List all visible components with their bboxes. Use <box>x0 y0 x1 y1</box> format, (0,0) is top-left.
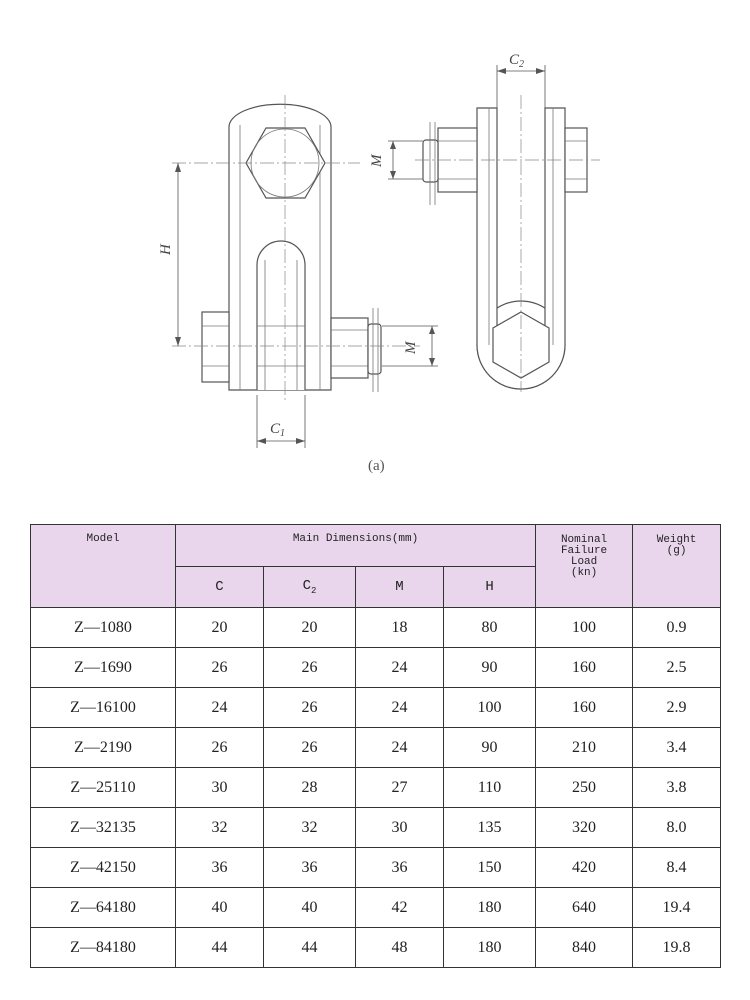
table-row <box>31 688 721 728</box>
table-row <box>31 808 721 848</box>
cell-c2: 26 <box>264 688 356 728</box>
cell-m: 24 <box>356 648 444 688</box>
cell-load: 210 <box>536 728 633 768</box>
header-main-dimensions: Main Dimensions(mm) <box>176 525 536 567</box>
cell-m: 24 <box>356 688 444 728</box>
front-slot <box>257 241 305 390</box>
header-model: Model <box>31 525 176 608</box>
cell-c: 20 <box>176 608 264 648</box>
front-bolt-left <box>202 312 229 382</box>
cell-model: Z—16100 <box>31 688 176 728</box>
label-m-front: M <box>403 341 419 354</box>
table-row <box>31 768 721 808</box>
cell-load: 840 <box>536 928 633 968</box>
figure-caption: (a) <box>368 458 385 474</box>
cell-c2: 32 <box>264 808 356 848</box>
label-m-side: M <box>369 154 385 167</box>
cell-h: 90 <box>444 648 536 688</box>
cell-model: Z—64180 <box>31 888 176 928</box>
cell-load: 160 <box>536 648 633 688</box>
header-m: M <box>356 567 444 608</box>
cell-c: 24 <box>176 688 264 728</box>
cell-weight: 8.0 <box>633 808 721 848</box>
cell-weight: 3.4 <box>633 728 721 768</box>
cell-h: 90 <box>444 728 536 768</box>
cell-h: 80 <box>444 608 536 648</box>
label-h: H <box>158 244 174 255</box>
table-row <box>31 648 721 688</box>
cell-m: 36 <box>356 848 444 888</box>
header-h: H <box>444 567 536 608</box>
cell-m: 48 <box>356 928 444 968</box>
cell-c2: 26 <box>264 728 356 768</box>
cell-h: 135 <box>444 808 536 848</box>
side-view <box>388 65 600 392</box>
header-nominal-failure-load: Nominal Failure Load (kn) <box>536 525 633 608</box>
cell-weight: 19.4 <box>633 888 721 928</box>
cell-c: 30 <box>176 768 264 808</box>
cell-c2: 36 <box>264 848 356 888</box>
cell-c: 40 <box>176 888 264 928</box>
cell-c2: 28 <box>264 768 356 808</box>
cell-h: 150 <box>444 848 536 888</box>
spec-table <box>30 524 721 968</box>
table-row <box>31 848 721 888</box>
cell-weight: 3.8 <box>633 768 721 808</box>
cell-c2: 26 <box>264 648 356 688</box>
side-bolt-tip <box>423 140 438 182</box>
header-weight: Weight (g) <box>633 525 721 608</box>
table-row <box>31 888 721 928</box>
cell-model: Z—1690 <box>31 648 176 688</box>
cell-h: 180 <box>444 888 536 928</box>
cell-c2: 40 <box>264 888 356 928</box>
cell-h: 110 <box>444 768 536 808</box>
cell-model: Z—32135 <box>31 808 176 848</box>
cell-load: 160 <box>536 688 633 728</box>
cell-m: 30 <box>356 808 444 848</box>
cell-model: Z—25110 <box>31 768 176 808</box>
cell-c: 36 <box>176 848 264 888</box>
cell-load: 320 <box>536 808 633 848</box>
header-c2: $C_2$ <box>264 567 356 608</box>
cell-model: Z—42150 <box>31 848 176 888</box>
cell-c: 32 <box>176 808 264 848</box>
cell-weight: 0.9 <box>633 608 721 648</box>
cell-m: 27 <box>356 768 444 808</box>
cell-c: 26 <box>176 648 264 688</box>
cell-load: 420 <box>536 848 633 888</box>
cell-model: Z—1080 <box>31 608 176 648</box>
cell-weight: 19.8 <box>633 928 721 968</box>
cell-c: 44 <box>176 928 264 968</box>
cell-weight: 8.4 <box>633 848 721 888</box>
cell-model: Z—2190 <box>31 728 176 768</box>
table-row <box>31 928 721 968</box>
cell-h: 180 <box>444 928 536 968</box>
cell-c2: 20 <box>264 608 356 648</box>
cell-load: 640 <box>536 888 633 928</box>
front-view <box>172 95 438 448</box>
cell-m: 42 <box>356 888 444 928</box>
cell-m: 24 <box>356 728 444 768</box>
label-c2: $C_2$ <box>509 52 525 70</box>
cell-load: 250 <box>536 768 633 808</box>
front-bolt-tip <box>368 324 381 374</box>
cell-c: 26 <box>176 728 264 768</box>
cell-c2: 44 <box>264 928 356 968</box>
cell-h: 100 <box>444 688 536 728</box>
cell-load: 100 <box>536 608 633 648</box>
cell-model: Z—84180 <box>31 928 176 968</box>
cell-weight: 2.9 <box>633 688 721 728</box>
table-row <box>31 608 721 648</box>
table-row <box>31 728 721 768</box>
header-c: C <box>176 567 264 608</box>
cell-weight: 2.5 <box>633 648 721 688</box>
label-c1: $C_1$ <box>270 421 286 439</box>
cell-m: 18 <box>356 608 444 648</box>
front-bolt-right <box>331 318 368 378</box>
